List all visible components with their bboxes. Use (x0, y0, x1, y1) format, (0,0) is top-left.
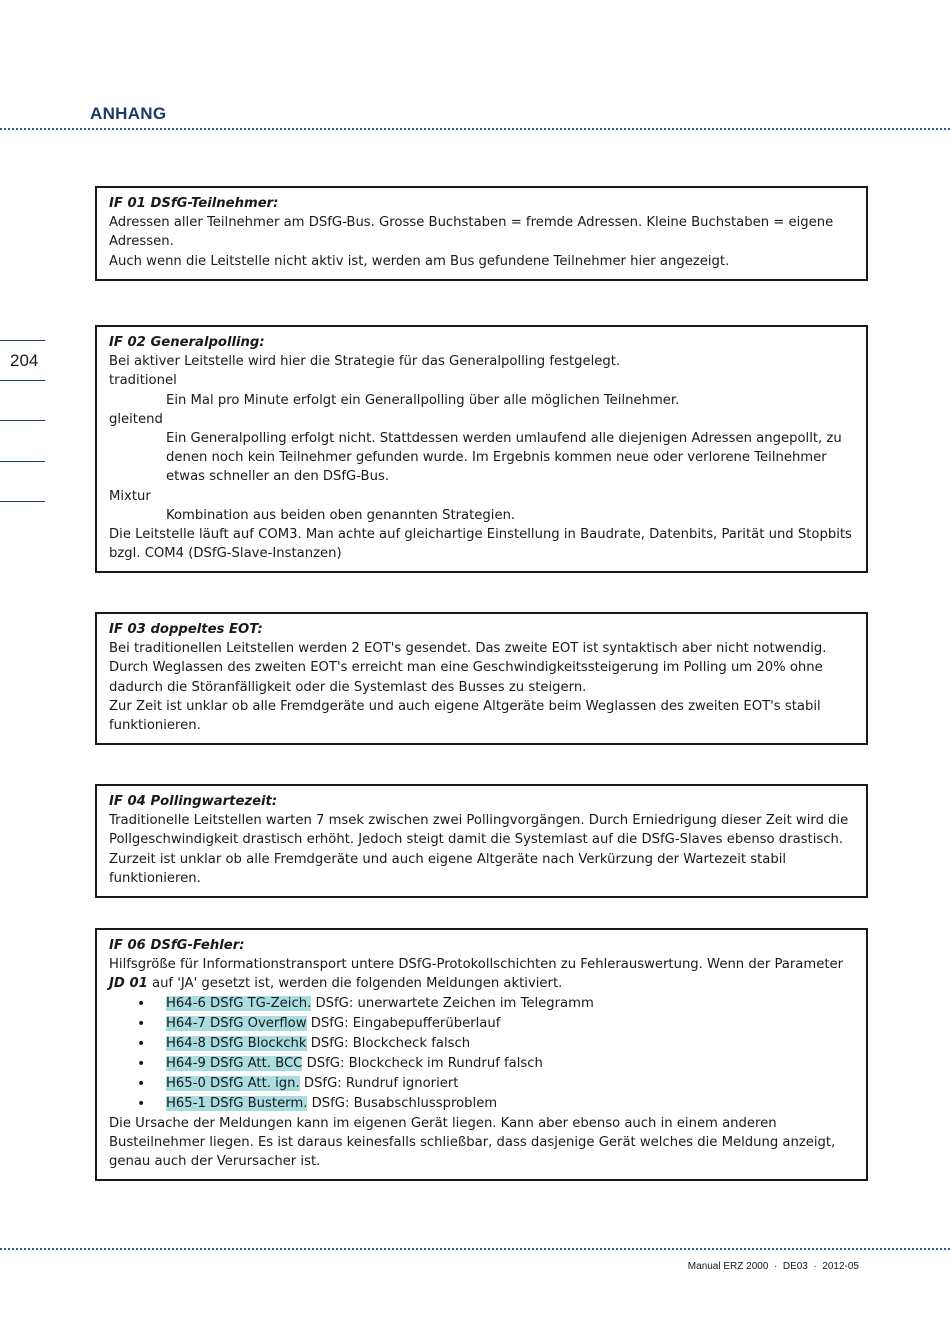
box-text: Bei aktiver Leitstelle wird hier die Strategie für das Generalpolling festgelegt. (109, 354, 621, 370)
message-code: H65-1 DSfG Busterm. (166, 1095, 308, 1111)
list-item (109, 1054, 854, 1074)
box-heading: IF 04 Pollingwartezeit: (109, 794, 278, 809)
box-heading: IF 06 DSfG-Fehler: (109, 938, 245, 953)
box-text: Adressen aller Teilnehmer am DSfG-Bus. Grosse Buchstaben = fremde Adressen. Kleine Buchstaben = eigene Adressen. (109, 215, 834, 250)
margin-rule (0, 501, 45, 502)
intro-text: auf 'JA' gesetzt ist, werden die folgenden Meldungen aktiviert. (147, 976, 563, 992)
list-item (109, 994, 854, 1014)
box-text: Auch wenn die Leitstelle nicht aktiv ist, werden am Bus gefundene Teilnehmer hier angezeigt. (109, 253, 730, 269)
box-text (109, 955, 854, 993)
message-code: H64-7 DSfG Overflow (166, 1015, 307, 1031)
list-item (109, 1074, 854, 1094)
message-text: DSfG: Eingabepufferüberlauf (306, 1015, 501, 1031)
box-text: Zurzeit ist unklar ob alle Fremdgeräte und auch eigene Altgeräte nach Verkürzung der Wartezeit stabil funktionieren. (109, 851, 787, 886)
option-term: Mixtur (109, 488, 151, 504)
footer-text: Manual ERZ 2000 · DE03 · 2012-05 (687, 1261, 859, 1272)
box-text: Die Leitstelle läuft auf COM3. Man achte auf gleichartige Einstellung in Baudrate, Datenbits, Parität und Stopbits bzgl. COM4 (DSfG-Slave-Instanzen) (109, 527, 852, 562)
box-text: Bei traditionellen Leitstellen werden 2 EOT's gesendet. Das zweite EOT ist syntaktisch aber nicht notwendig. Durch Weglassen des zweiten EOT's erreicht man eine Geschwindigkeitssteigerung im Polling um 20% ohne dadurch die Störanfälligkeit oder die Systemlast des Busses zu steigern. (109, 641, 827, 695)
info-box-if01 (95, 186, 868, 281)
message-list (109, 994, 854, 1114)
margin-rule (0, 420, 45, 421)
bullet-icon: • (137, 1095, 146, 1112)
page-number: 204 (10, 351, 39, 370)
box-heading: IF 01 DSfG-Teilnehmer: (109, 196, 279, 211)
footer-divider (0, 1248, 950, 1250)
box-text: Traditionelle Leitstellen warten 7 msek zwischen zwei Pollingvorgängen. Durch Erniedrigung dieser Zeit wird die Pollgeschwindigkeit drastisch erhöht. Jedoch steigt damit die Systemlast auf die DSfG-Slaves ebenso drastisch. (109, 813, 849, 848)
option-description: Ein Generalpolling erfolgt nicht. Stattdessen werden umlaufend alle diejenigen Adressen angepollt, zu denen noch kein Teilnehmer gefunden wurde. Im Ergebnis kommen neue oder verlorene Teilnehmer etwas schneller an den DSfG-Bus. (166, 431, 842, 485)
margin-rule (0, 340, 45, 341)
list-item (109, 1094, 854, 1114)
message-text: DSfG: unerwartete Zeichen im Telegramm (311, 995, 594, 1011)
info-box-if06 (95, 928, 868, 1181)
margin-rule (0, 461, 45, 462)
message-text: DSfG: Rundruf ignoriert (299, 1075, 459, 1091)
message-text: DSfG: Busabschlussproblem (307, 1095, 498, 1111)
info-box-if02 (95, 325, 868, 573)
message-code: H64-8 DSfG Blockchk (166, 1035, 307, 1051)
option-term: gleitend (109, 411, 163, 427)
message-code: H65-0 DSfG Att. ign. (166, 1075, 300, 1091)
info-box-if04 (95, 784, 868, 898)
box-heading: IF 02 Generalpolling: (109, 335, 265, 350)
box-text: Die Ursache der Meldungen kann im eigenen Gerät liegen. Kann aber ebenso auch in einem anderen Busteilnehmer liegen. Es ist daraus keinesfalls schließbar, dass dasjenige Gerät welches die Meldung anzeigt, genau auch der Verursacher ist. (109, 1115, 836, 1170)
parameter-name: JD 01 (109, 976, 148, 992)
box-text: Zur Zeit ist unklar ob alle Fremdgeräte und auch eigene Altgeräte beim Weglassen des zweiten EOT's stabil funktionieren. (109, 698, 821, 734)
bullet-icon: • (137, 1015, 146, 1032)
bullet-icon: • (137, 995, 146, 1012)
option-description: Ein Mal pro Minute erfolgt ein Generallpolling über alle möglichen Teilnehmer. (166, 392, 680, 408)
list-item (109, 1034, 854, 1054)
header-divider (0, 128, 950, 130)
intro-text: Hilfsgröße für Informationstransport untere DSfG-Protokollschichten zu Fehlerauswertung. Wenn der Parameter (109, 957, 844, 973)
margin-rule (0, 380, 45, 381)
bullet-icon: • (137, 1035, 146, 1052)
message-text: DSfG: Blockcheck im Rundruf falsch (302, 1055, 543, 1071)
info-box-if03 (95, 612, 868, 745)
option-description: Kombination aus beiden oben genannten Strategien. (166, 507, 516, 523)
message-code: H64-6 DSfG TG-Zeich. (166, 995, 312, 1011)
option-term: traditionel (109, 373, 177, 389)
message-code: H64-9 DSfG Att. BCC (166, 1055, 303, 1071)
box-heading: IF 03 doppeltes EOT: (109, 622, 263, 637)
bullet-icon: • (137, 1055, 146, 1072)
message-text: DSfG: Blockcheck falsch (306, 1035, 471, 1051)
bullet-icon: • (137, 1075, 146, 1092)
list-item (109, 1014, 854, 1034)
section-title: ANHANG (90, 104, 167, 123)
